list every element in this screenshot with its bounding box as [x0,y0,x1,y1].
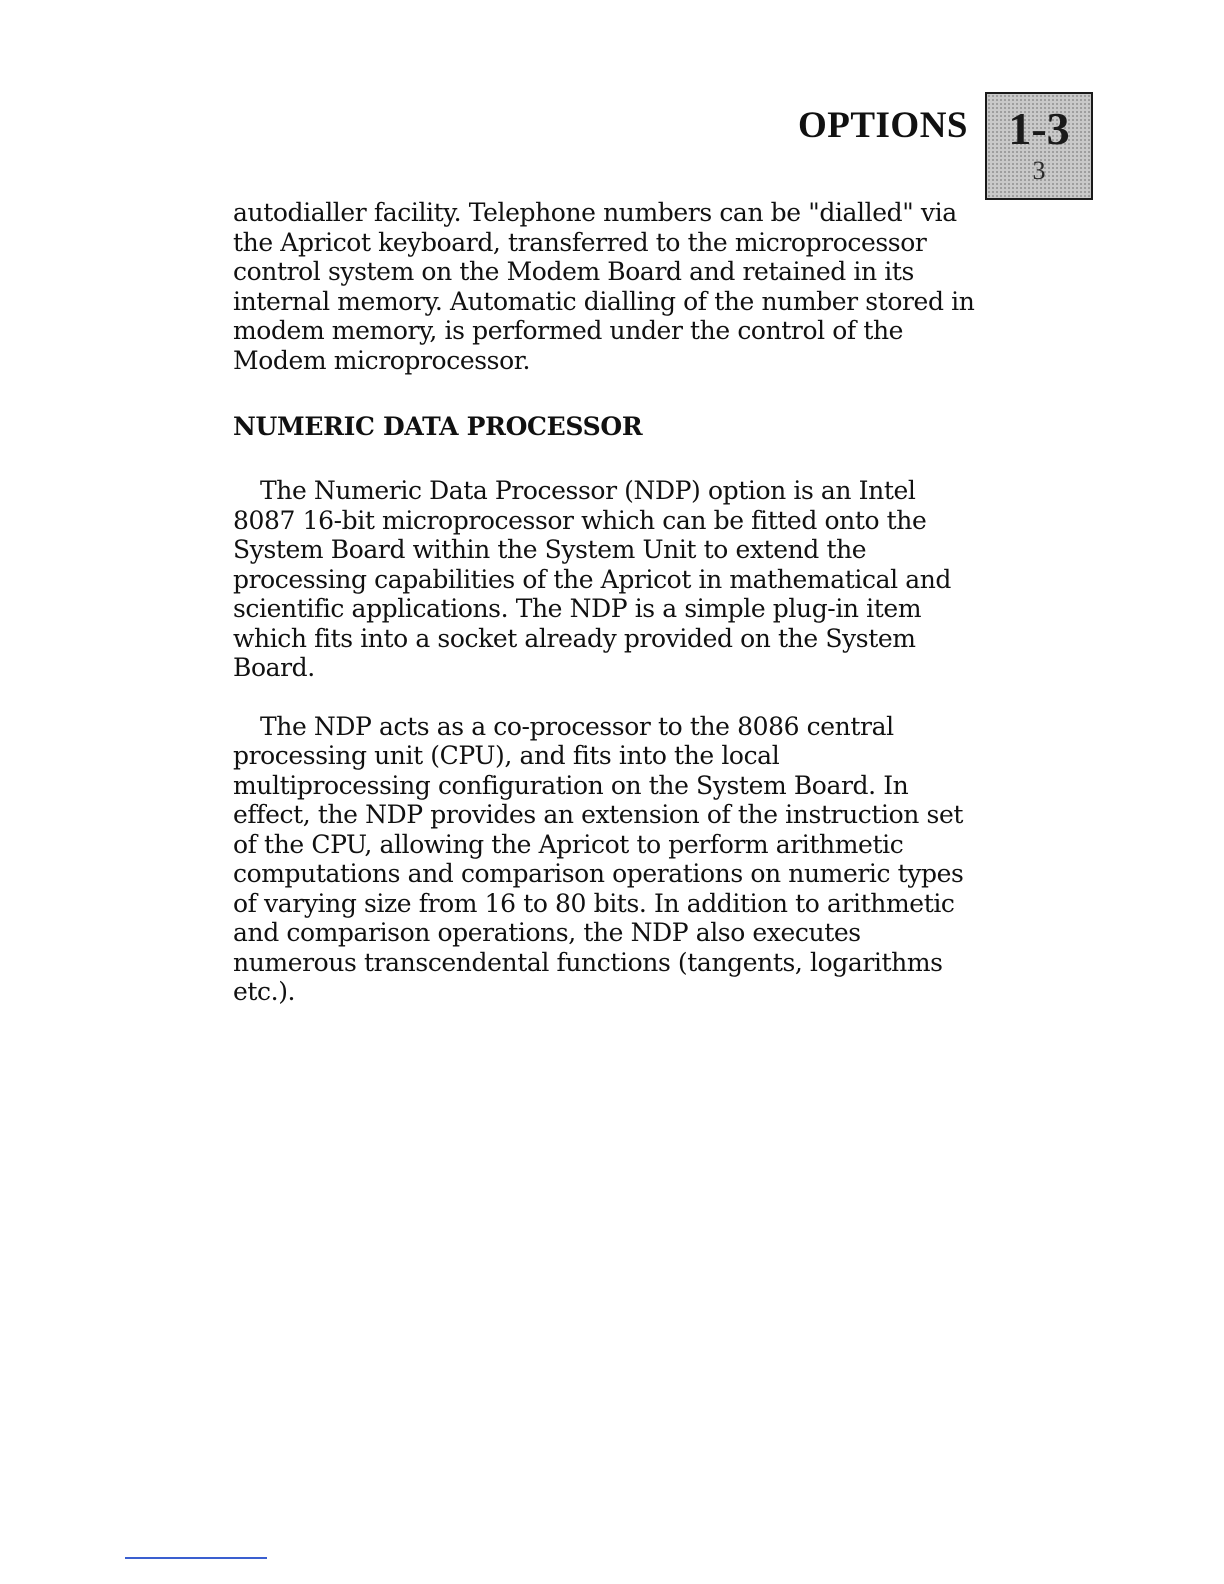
section-tab [985,92,1093,200]
section-number: 1-3 [1008,103,1070,154]
footer-rule [125,1557,267,1559]
document-body [233,198,978,1007]
page-title: OPTIONS [797,105,968,146]
paragraph-ndp-description: The Numeric Data Processor (NDP) option is an Intel 8087 16-bit microprocessor which can be fitted onto the System Board within the System Unit to extend the processing capabilities of the Apricot in mathematical and scientific applications. The NDP is a simple plug-in item which fits into a socket already provided on the System Board. [233,476,952,682]
paragraph-spacer [233,683,978,712]
page-number: 3 [1032,156,1046,185]
paragraph-intro: autodialler facility. Telephone numbers can be "dialled" via the Apricot keyboard, transferred to the microprocessor control system on the Modem Board and retained in its internal memory. Automatic dialling of the number stored in modem memory, is performed under the control of the Modem microprocessor. [233,198,975,375]
paragraph-ndp-coprocessor: The NDP acts as a co-processor to the 8086 central processing unit (CPU), and fits into the local multiprocessing configuration on the System Board. In effect, the NDP provides an extension of the instruction set of the CPU, allowing the Apricot to perform arithmetic computations and comparison operations on numeric types of varying size from 16 to 80 bits. In addition to arithmetic and comparison operations, the NDP also executes numerous transcendental functions (tangents, logarithms etc.). [233,711,964,1006]
section-heading: NUMERIC DATA PROCESSOR [233,412,643,441]
